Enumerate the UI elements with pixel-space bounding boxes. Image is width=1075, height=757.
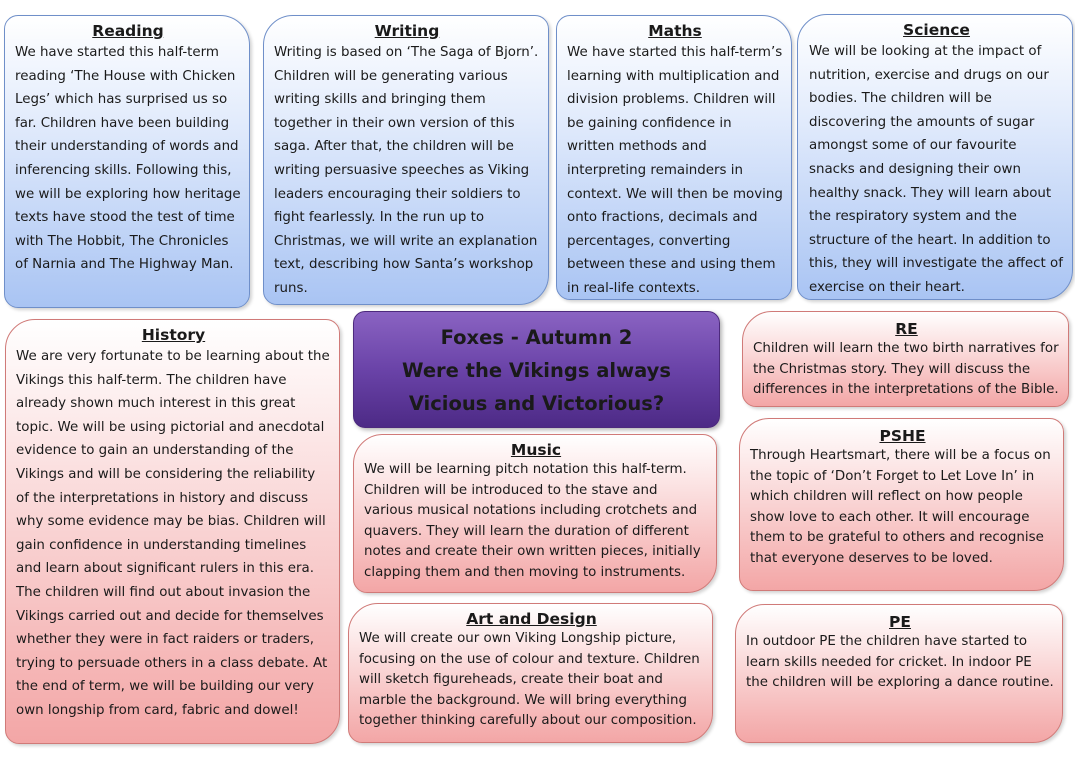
pshe-box [739,418,1064,591]
maths-heading: Maths [648,22,702,40]
writing-text: Writing is based on ‘The Saga of Bjorn’. Children will be generating various writing skills and bringing them together in their own version of this saga. After that, the children will be writing persuasive speeches as Viking leaders encouraging their soldiers to fight fearlessly. In the run up to Christmas, we will write an explanation text, describing how Santa’s workshop runs. [274,45,539,296]
pe-text: In outdoor PE the children have started to learn skills needed for cricket. In indoor PE the children will be exploring a dance routine. [746,634,1054,691]
art-text: We will create our own Viking Longship picture, focusing on the use of colour and texture. Children will sketch figureheads, create their boat and marble the background. We will bring everything together thinking carefully about our composition. [359,631,700,729]
music-heading: Music [510,441,562,459]
maths-box [556,15,792,300]
pe-box [735,604,1063,743]
music-text: We will be learning pitch notation this half-term. Children will be introduced to the stave and various musical notations including crotchets and quavers. They will learn the duration of different notes and create their own written pieces, initially clapping them and then moving to instruments. [364,462,701,580]
history-heading: History [141,326,206,344]
title-line2: Were the Vikings always Vicious and Victorious? [402,359,671,415]
pe-heading: PE [889,613,911,631]
history-box [5,319,340,744]
writing-heading: Writing [374,22,440,40]
art-heading: Art and Design [466,610,597,628]
re-text: Children will learn the two birth narratives for the Christmas story. They will discuss the differences in the interpretations of the Bible. [753,341,1059,398]
pshe-text: Through Heartsmart, there will be a focus on the topic of ‘Don’t Forget to Let Love In’ in which children will reflect on how people show love to each other. It will encourage them to be grateful to others and recognise that everyone deserves to be loved. [750,448,1051,566]
science-box [797,14,1073,300]
art-box [348,603,713,743]
title-banner [353,311,720,428]
history-text: We are very fortunate to be learning about the Vikings this half-term. The children have already shown much interest in this great topic. We will be using pictorial and anecdotal evidence to gain an understanding of the Vikings and will be considering the reliability of the interpretations in history and discuss why some evidence may be bias. Children will gain confidence in understanding timelines and learn about significant rulers in this era. The children will find out about invasion the Vikings carried out and decide for themselves whether they were in fact raiders or traders, trying to persuade others in a class debate. At the end of term, we will be building our very own longship from card, fabric and dowel! [16,349,330,718]
maths-text: We have started this half-term’s learning with multiplication and division problems. Children will be gaining confidence in written methods and interpreting remainders in context. We will then be moving onto fractions, decimals and percentages, converting between these and using them in real-life contexts. [567,45,783,296]
reading-heading: Reading [92,22,164,40]
science-text: We will be looking at the impact of nutrition, exercise and drugs on our bodies. The children will be discovering the amounts of sugar amongst some of our favourite snacks and designing their own healthy snack. They will learn about the respiratory system and the structure of the heart. In addition to this, they will investigate the affect of exercise on their heart. [809,44,1063,295]
music-box [353,434,717,593]
reading-box [4,15,250,308]
science-heading: Science [903,21,970,39]
writing-box [263,15,549,305]
re-box [742,311,1069,407]
re-heading: RE [895,320,918,338]
title-line1: Foxes - Autumn 2 [440,326,633,349]
reading-text: We have started this half-term reading ‘The House with Chicken Legs’ which has surprised us so far. Children have been building their understanding of words and inferencing skills. Following this, we will be exploring how heritage texts have stood the test of time with The Hobbit, The Chronicles of Narnia and The Highway Man. [15,45,241,273]
pshe-heading: PSHE [879,427,926,445]
